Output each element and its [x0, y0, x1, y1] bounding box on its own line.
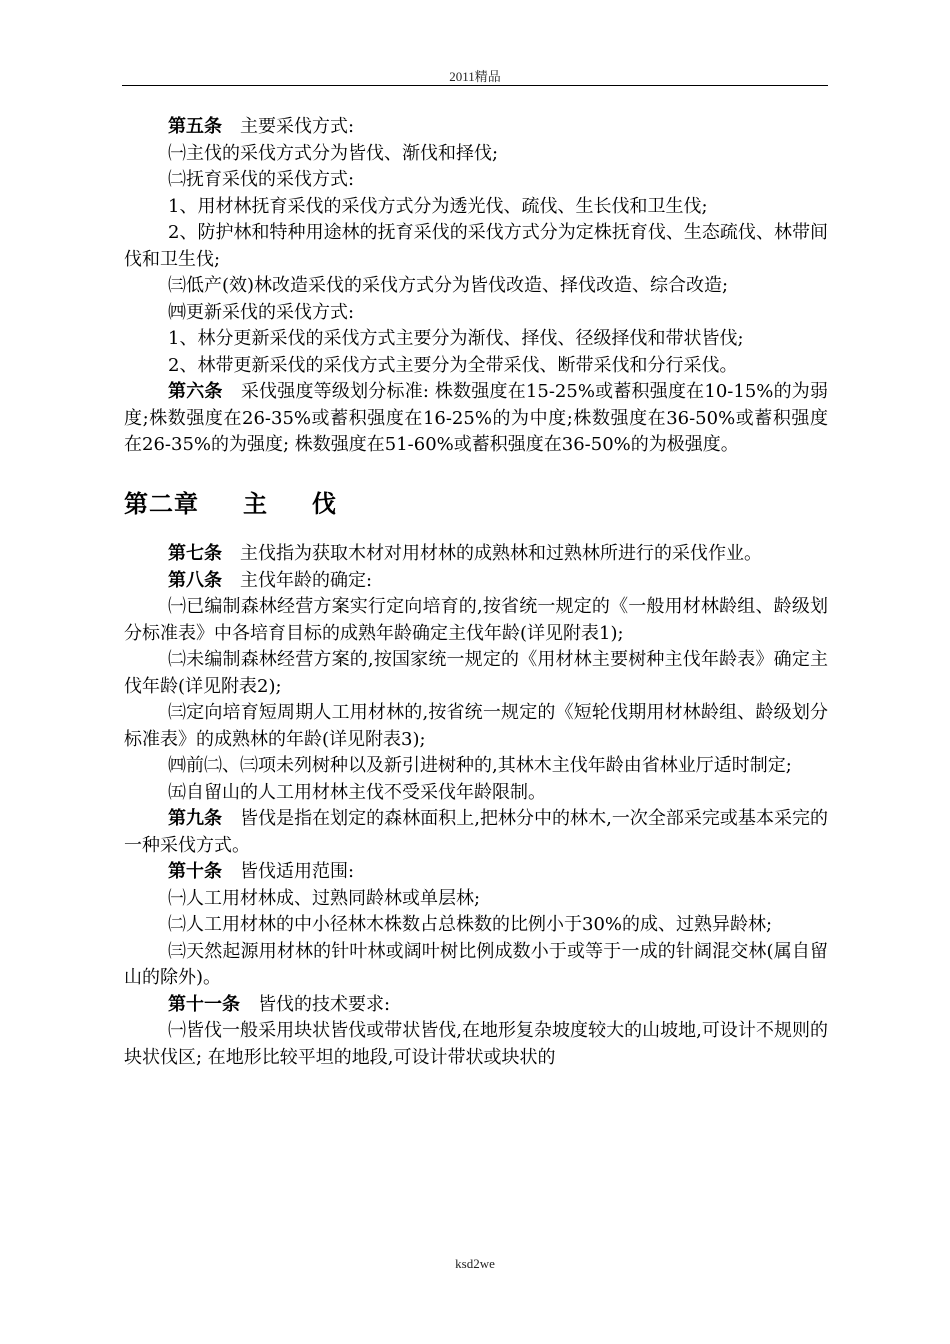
paragraph-text: 主要采伐方式:: [222, 116, 355, 137]
article-label: 第十一条: [168, 993, 240, 1015]
paragraph-text: 采伐强度等级划分标准: 株数强度在15-25%或蓄积强度在10-15%的为弱度;株数强度在26-35%或蓄积强度在16-25%的为中度;株数强度在36-50%或蓄积强度在26-35%的为强度; 株数强度在51-60%或蓄积强度在36-50%的为极强度。: [124, 381, 828, 455]
clause-paragraph: [124, 167, 828, 194]
article-label: 第五条: [168, 116, 222, 137]
clause-paragraph: [124, 273, 828, 300]
article-label: 第七条: [168, 543, 222, 564]
clause-paragraph: [124, 1018, 828, 1071]
page-footer: ksd2we: [455, 1256, 495, 1271]
paragraph-text: 1、林分更新采伐的采伐方式主要分为渐伐、择伐、径级择伐和带状皆伐;: [168, 328, 744, 349]
clause-paragraph: [124, 326, 828, 353]
paragraph-text: 皆伐适用范围:: [222, 861, 355, 882]
chapter-word-1: 主: [243, 489, 268, 518]
paragraph-text: ㈠皆伐一般采用块状皆伐或带状皆伐,在地形复杂坡度较大的山坡地,可设计不规则的块状伐区; 在地形比较平坦的地段,可设计带状或块状的: [124, 1020, 828, 1068]
paragraph-text: 主伐指为获取木材对用材林的成熟林和过熟林所进行的采伐作业。: [222, 543, 762, 564]
article-paragraph: [124, 806, 828, 859]
article-paragraph: [124, 541, 828, 568]
paragraph-text: ㈢定向培育短周期人工用材林的,按省统一规定的《短轮伐期用材林龄组、龄级划分标准表》的成熟林的年龄(详见附表3);: [124, 702, 828, 750]
paragraph-text: ㈤自留山的人工用材林主伐不受采伐年龄限制。: [168, 781, 546, 803]
article-paragraph: [124, 568, 828, 595]
paragraph-text: ㈣前㈡、㈢项未列树种以及新引进树种的,其林木主伐年龄由省林业厅适时制定;: [168, 755, 792, 776]
paragraph-text: ㈢低产(效)林改造采伐的采伐方式分为皆伐改造、择伐改造、综合改造;: [168, 275, 729, 296]
paragraph-text: ㈢天然起源用材林的针叶林或阔叶树比例成数小于或等于一成的针阔混交林(属自留山的除外)。: [124, 940, 828, 988]
chapter-word-2: 伐: [312, 489, 337, 518]
clause-paragraph: [124, 780, 828, 807]
paragraph-text: ㈡未编制森林经营方案的,按国家统一规定的《用材林主要树种主伐年龄表》确定主伐年龄(详见附表2);: [124, 649, 828, 697]
clause-paragraph: [124, 594, 828, 647]
paragraph-text: ㈠已编制森林经营方案实行定向培育的,按省统一规定的《一般用材林龄组、龄级划分标准表》中各培育目标的成熟年龄确定主伐年龄(详见附表1);: [124, 596, 828, 644]
clause-paragraph: [124, 700, 828, 753]
paragraph-text: ㈡人工用材林的中小径林木株数占总株数的比例小于30%的成、过熟异龄林;: [168, 914, 773, 935]
paragraph-text: ㈠主伐的采伐方式分为皆伐、渐伐和择伐;: [168, 142, 499, 164]
document-body: [124, 114, 828, 1071]
article-label: 第八条: [168, 569, 222, 591]
article-paragraph: [124, 992, 828, 1019]
clause-paragraph: [124, 886, 828, 913]
paragraph-text: 1、用材林抚育采伐的采伐方式分为透光伐、疏伐、生长伐和卫生伐;: [168, 195, 708, 217]
article-paragraph: [124, 859, 828, 886]
paragraph-text: 2、防护林和特种用途林的抚育采伐的采伐方式分为定株抚育伐、生态疏伐、林带间伐和卫生伐;: [124, 222, 828, 270]
section-after-chapter: [124, 541, 828, 1071]
chapter-title: [124, 491, 828, 518]
paragraph-text: 2、林带更新采伐的采伐方式主要分为全带采伐、断带采伐和分行采伐。: [168, 354, 738, 376]
paragraph-text: 皆伐是指在划定的森林面积上,把林分中的林木,一次全部采完或基本采完的一种采伐方式。: [124, 808, 828, 856]
clause-paragraph: [124, 194, 828, 221]
article-label: 第九条: [168, 808, 223, 829]
paragraph-text: 皆伐的技术要求:: [240, 993, 391, 1015]
page-header: 2011精品: [449, 69, 501, 84]
paragraph-text: 主伐年龄的确定:: [222, 569, 373, 591]
article-label: 第六条: [168, 381, 223, 402]
clause-paragraph: [124, 753, 828, 780]
article-label: 第十条: [168, 861, 222, 882]
clause-paragraph: [124, 220, 828, 273]
header-divider: [122, 85, 828, 86]
clause-paragraph: [124, 353, 828, 380]
paragraph-text: ㈠人工用材林成、过熟同龄林或单层林;: [168, 887, 481, 909]
chapter-number: 第二章: [124, 489, 199, 518]
article-paragraph: [124, 379, 828, 459]
clause-paragraph: [124, 912, 828, 939]
section-before-chapter: [124, 114, 828, 459]
paragraph-text: ㈣更新采伐的采伐方式:: [168, 301, 355, 323]
clause-paragraph: [124, 939, 828, 992]
clause-paragraph: [124, 300, 828, 327]
clause-paragraph: [124, 141, 828, 168]
paragraph-text: ㈡抚育采伐的采伐方式:: [168, 169, 355, 190]
article-paragraph: [124, 114, 828, 141]
clause-paragraph: [124, 647, 828, 700]
